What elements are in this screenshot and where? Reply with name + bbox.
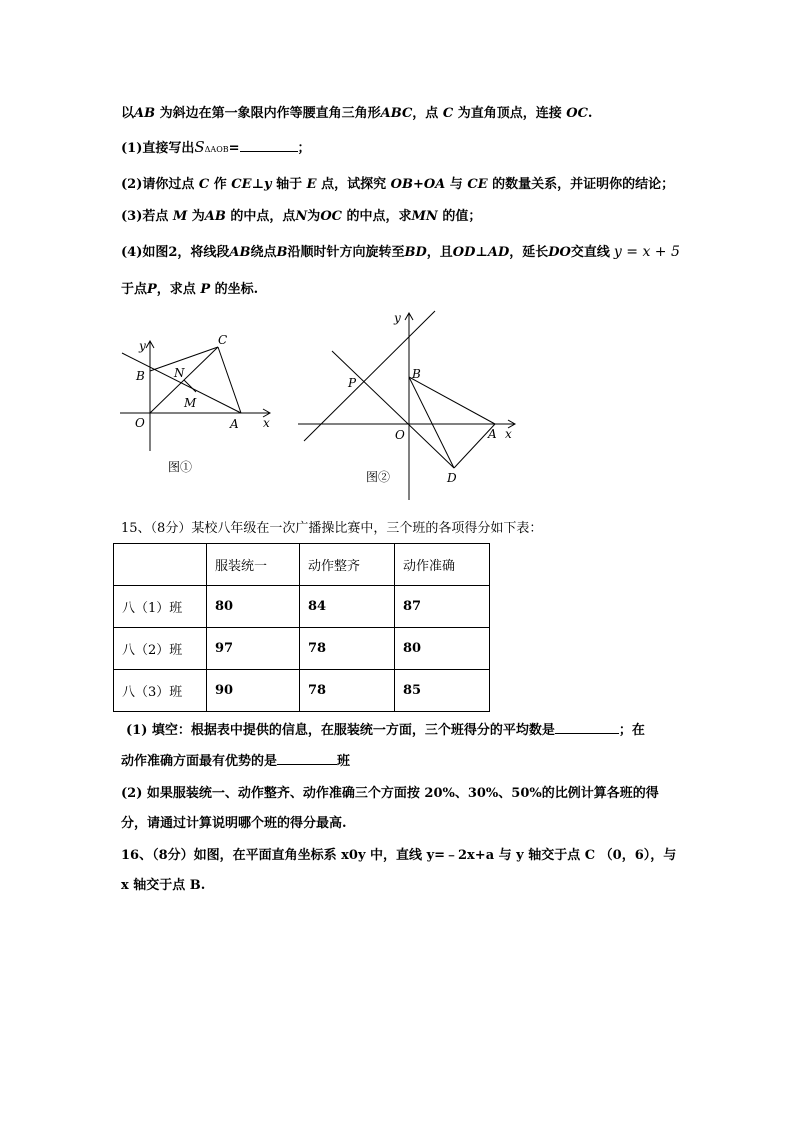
- fig1-label-x: x: [263, 416, 270, 430]
- score-cell: 84: [300, 586, 395, 628]
- fig2-line-b-a: [409, 377, 495, 424]
- fig1-label-b: B: [136, 369, 145, 383]
- table-header-cell: 服装统一: [207, 544, 300, 586]
- fig1-label-o: O: [135, 416, 145, 430]
- fig1-label-y: y: [139, 339, 146, 353]
- q15-part2: (2) 如果服装统一、动作整齐、动作准确三个方面按 20%、30%、50%的比例计算各班的得: [121, 786, 659, 801]
- table-header-row: [114, 544, 490, 586]
- fig1-label-n: N: [174, 366, 185, 380]
- score-cell: 80: [207, 586, 300, 628]
- fig1-label-m: M: [184, 396, 197, 410]
- fig2-label-a: A: [488, 427, 497, 441]
- q15-part1-cont: 动作准确方面最有优势的是 班: [121, 751, 350, 771]
- figure-1: [110, 325, 280, 485]
- fig2-label-b: B: [412, 367, 421, 381]
- answer-blank: [277, 751, 337, 765]
- class-name-cell: 八（3）班: [114, 670, 207, 712]
- answer-blank: [240, 138, 298, 152]
- fig2-label-o: O: [395, 428, 405, 442]
- q15-title: 15、（8分）某校八年级在一次广播操比赛中，三个班的各项得分如下表：: [121, 521, 543, 536]
- fig1-label-a: A: [230, 417, 239, 431]
- table-header-cell: 动作整齐: [300, 544, 395, 586]
- score-cell: 85: [395, 670, 490, 712]
- score-cell: 87: [395, 586, 490, 628]
- q15-part2-cont: 分，请通过计算说明哪个班的得分最高.: [121, 816, 347, 831]
- q15-part1: (1) 填空：根据表中提供的信息，在服装统一方面，三个班得分的平均数是 ；在: [126, 720, 645, 740]
- score-cell: 90: [207, 670, 300, 712]
- fig2-line-b-d: [409, 377, 454, 468]
- q16-line1: 16、（8分）如图，在平面直角坐标系 x0y 中，直线 y=﹣2x+a 与 y 轴交于点 C （0，6），与: [121, 848, 677, 863]
- fig2-label-d: D: [447, 471, 457, 485]
- class-name-cell: 八（2）班: [114, 628, 207, 670]
- fig1-label-c: C: [218, 333, 228, 347]
- q14-part4: (4)如图2，将线段AB绕点B沿顺时针方向旋转至BD，且OD⊥AD，延长DO交直线 y = x + 5: [121, 244, 680, 260]
- q14-intro: 以AB 为斜边在第一象限内作等腰直角三角形ABC，点 C 为直角顶点，连接 OC.: [121, 106, 593, 121]
- table-row: [114, 628, 490, 670]
- class-name-cell: 八（1）班: [114, 586, 207, 628]
- fig2-line-d-o-p: [332, 351, 454, 468]
- score-cell: 97: [207, 628, 300, 670]
- score-cell: 78: [300, 670, 395, 712]
- fig2-label-y: y: [394, 311, 401, 325]
- q14-part3: (3)若点 M 为AB 的中点，点N为OC 的中点，求MN 的值；: [121, 209, 482, 224]
- fig2-label-p: P: [348, 376, 357, 390]
- score-cell: 78: [300, 628, 395, 670]
- fig2-caption: 图②: [366, 470, 391, 484]
- table-row: [114, 586, 490, 628]
- fig2-label-x: x: [505, 427, 512, 441]
- q16-line2: x 轴交于点 B.: [121, 878, 206, 893]
- figure-2: [290, 305, 530, 505]
- score-table: [113, 543, 490, 712]
- q14-part1: (1)直接写出SΔAOB= ；: [121, 138, 311, 156]
- q14-part4-cont: 于点P，求点 P 的坐标.: [121, 282, 259, 297]
- table-header-cell: 动作准确: [395, 544, 490, 586]
- answer-blank: [555, 720, 619, 734]
- table-header-cell: [114, 544, 207, 586]
- q14-part2: (2)请你过点 C 作 CE⊥y 轴于 E 点，试探究 OB+OA 与 CE 的数量关系，并证明你的结论；: [121, 177, 675, 192]
- score-cell: 80: [395, 628, 490, 670]
- fig1-caption: 图①: [168, 460, 193, 474]
- table-row: [114, 670, 490, 712]
- fig1-line-n-m: [184, 380, 196, 392]
